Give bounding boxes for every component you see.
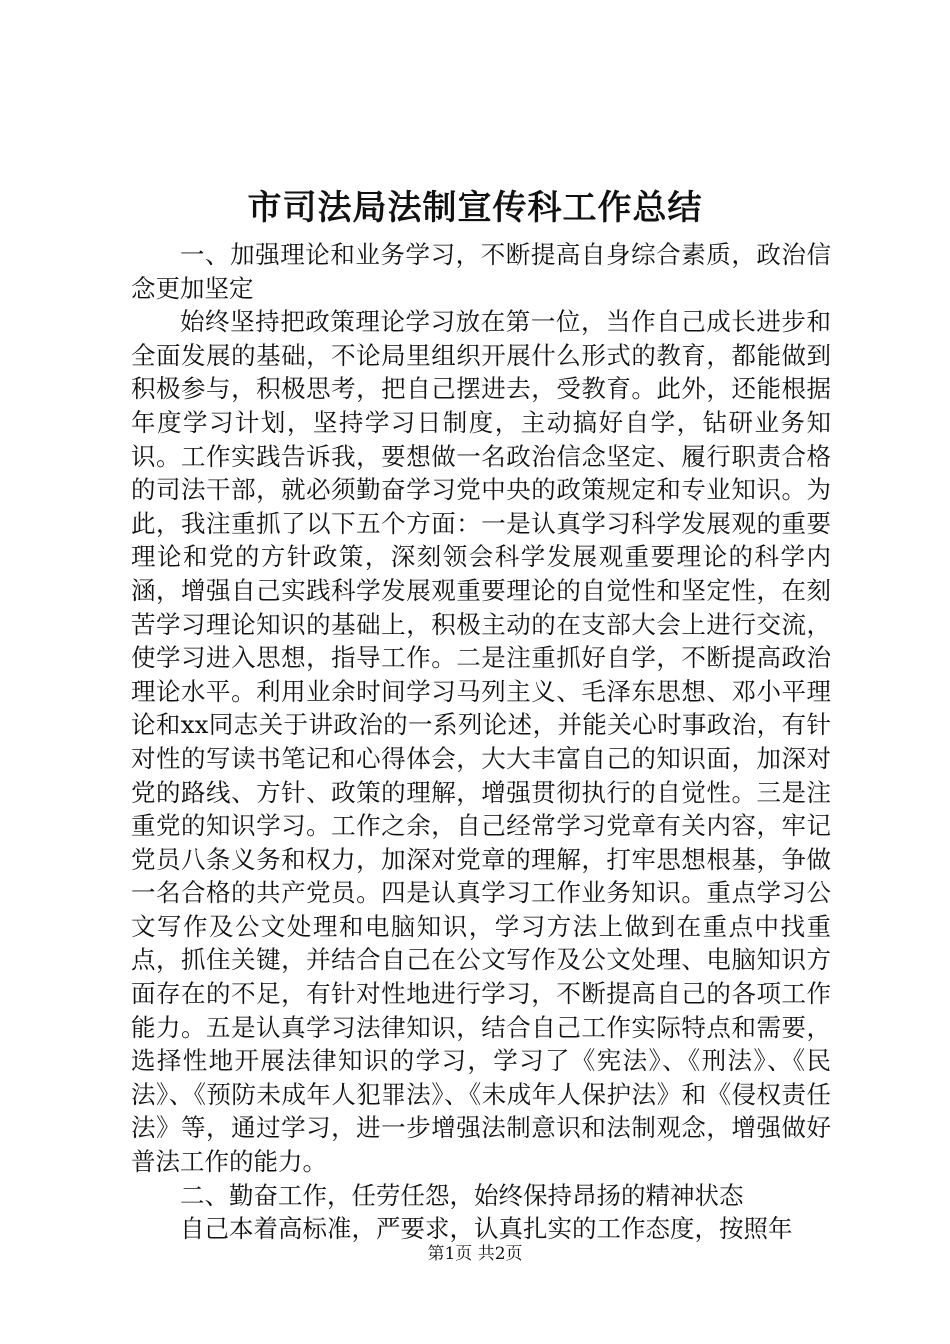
body-paragraph-2: 自己本着高标准，严要求，认真扎实的工作态度，按照年 [180,1214,793,1244]
document-title: 市司法局法制宣传科工作总结 [247,188,703,228]
body-paragraph-1: 始终坚持把政策理论学习放在第一位，当作自己成长进步和全面发展的基础，不论局里组织开展什么形式的教育，都能做到积极参与，积极思考，把自己摆进去，受教育。此外，还能根据年度学习计划，坚持学习日制度，主动搞好自学，钻研业务知识。工作实践告诉我，要想做一名政治信念坚定、履行职责合格的司法干部，就必须勤奋学习党中央的政策规定和专业知识。为此，我注重抓了以下五个方面：一是认真学习科学发展观的重要理论和党的方针政策，深刻领会科学发展观重要理论的科学内涵，增强自己实践科学发展观重要理论的自觉性和坚定性，在刻苦学习理论知识的基础上，积极主动的在支部大会上进行交流，使学习进入思想，指导工作。二是注重抓好自学，不断提高政治理论水平。利用业余时间学习马列主义、毛泽东思想、邓小平理论和xx同志关于讲政治的一系列论述，并能关心时事政治，有针对性的写读书笔记和心得体会，大大丰富自己的知识面，加深对党的路线、方针、政策的理解，增强贯彻执行的自觉性。三是注重党的知识学习。工作之余，自己经常学习党章有关内容，牢记党员八条义务和权力，加深对党章的理解，打牢思想根基，争做一名合格的共产党员。四是认真学习工作业务知识。重点学习公文写作及公文处理和电脑知识，学习方法上做到在重点中找重点，抓住关键，并结合自己在公文写作及公文处理、电脑知识方面存在的不足，有针对性地进行学习，不断提高自己的各项工作能力。五是认真学习法律知识，结合自己工作实际特点和需要，选择性地开展法律知识的学习，学习了《宪法》、《刑法》、《民法》、《预防未成年人犯罪法》、《未成年人保护法》和《侵权责任法》等，通过学习，进一步增强法制意识和法制观念，增强做好普法工作的能力。 [131,307,831,1177]
section-heading-2: 二、勤奋工作，任劳任怨，始终保持昂扬的精神状态 [180,1180,744,1210]
document-body [131,238,831,1246]
section-heading-1: 一、加强理论和业务学习，不断提高自身综合素质，政治信念更加坚定 [131,240,831,303]
page-footer: 第1页 共2页 [427,1244,523,1264]
